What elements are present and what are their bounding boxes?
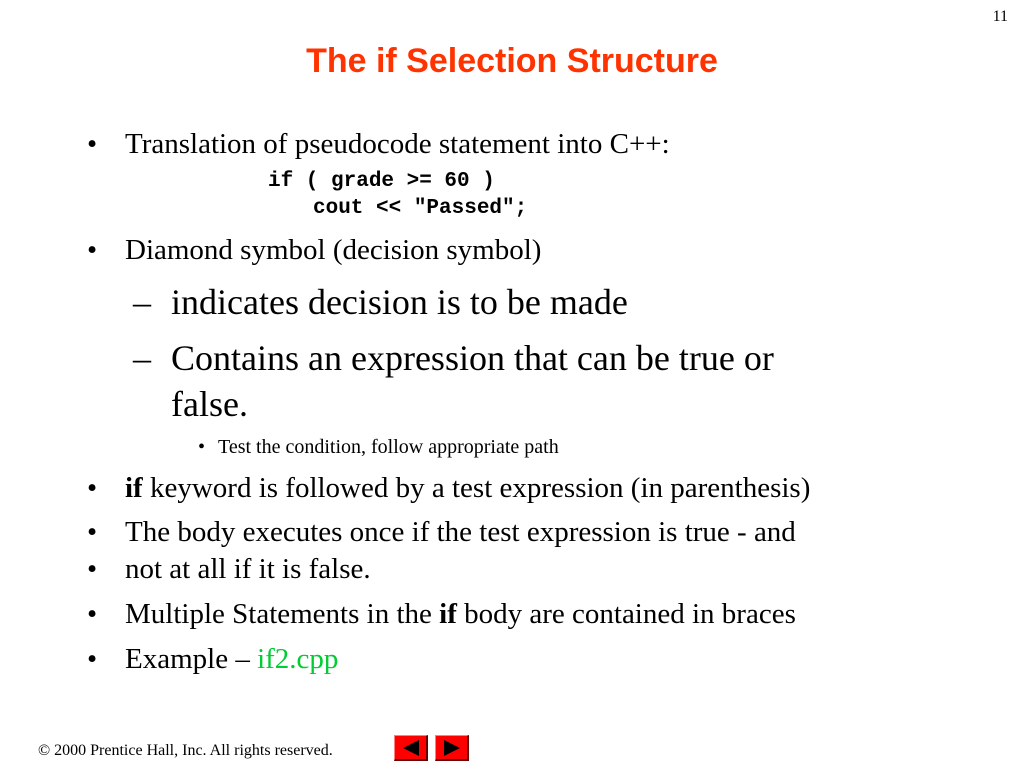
bullet-example <box>125 643 338 676</box>
subbullet-indicates-decision <box>133 280 628 324</box>
example-file-link[interactable]: if2.cpp <box>257 643 339 675</box>
bullet-translation: • Translation of pseudocode statement into C++: <box>125 128 670 161</box>
subsubbullet-test-condition: • Test the condition, follow appropriate path <box>218 435 559 459</box>
subbullet-contains-text: Contains an expression that can be true or <box>171 338 774 378</box>
subbullet-indicates-text: indicates decision is to be made <box>171 282 628 322</box>
code-line-cout: cout << "Passed"; <box>313 197 528 220</box>
if-keyword: if <box>125 472 143 504</box>
bullet-diamond-symbol: • Diamond symbol (decision symbol) <box>125 234 541 267</box>
subbullet-contains-continuation: false. <box>171 384 248 424</box>
copyright-notice: © 2000 Prentice Hall, Inc. All rights reserved. <box>38 742 333 759</box>
left-triangle-icon <box>395 736 427 760</box>
code-line-if: if ( grade >= 60 ) <box>268 170 495 193</box>
slide-number: 11 <box>992 8 1008 25</box>
dash-marker: – <box>133 338 151 378</box>
bullet-body-executes: • The body executes once if the test expression is true - and <box>125 516 796 549</box>
multiple-text-pre: Multiple Statements in the <box>125 598 440 630</box>
subbullet-contains-expression <box>133 336 774 380</box>
if-keyword: if <box>439 598 457 630</box>
bullet-body-executes-continuation: • not at all if it is false. <box>125 553 371 586</box>
next-slide-button[interactable] <box>435 735 469 761</box>
example-text: Example – <box>125 643 258 675</box>
right-triangle-icon <box>436 736 468 760</box>
multiple-text-post: body are contained in braces <box>456 598 796 630</box>
previous-slide-button[interactable] <box>394 735 428 761</box>
bullet-if-keyword <box>125 472 810 505</box>
slide-title: The if Selection Structure <box>306 42 718 80</box>
dash-marker: – <box>133 282 151 322</box>
bullet-if-keyword-text: keyword is followed by a test expression (in parenthesis) <box>142 472 811 504</box>
bullet-multiple-statements <box>125 598 796 631</box>
